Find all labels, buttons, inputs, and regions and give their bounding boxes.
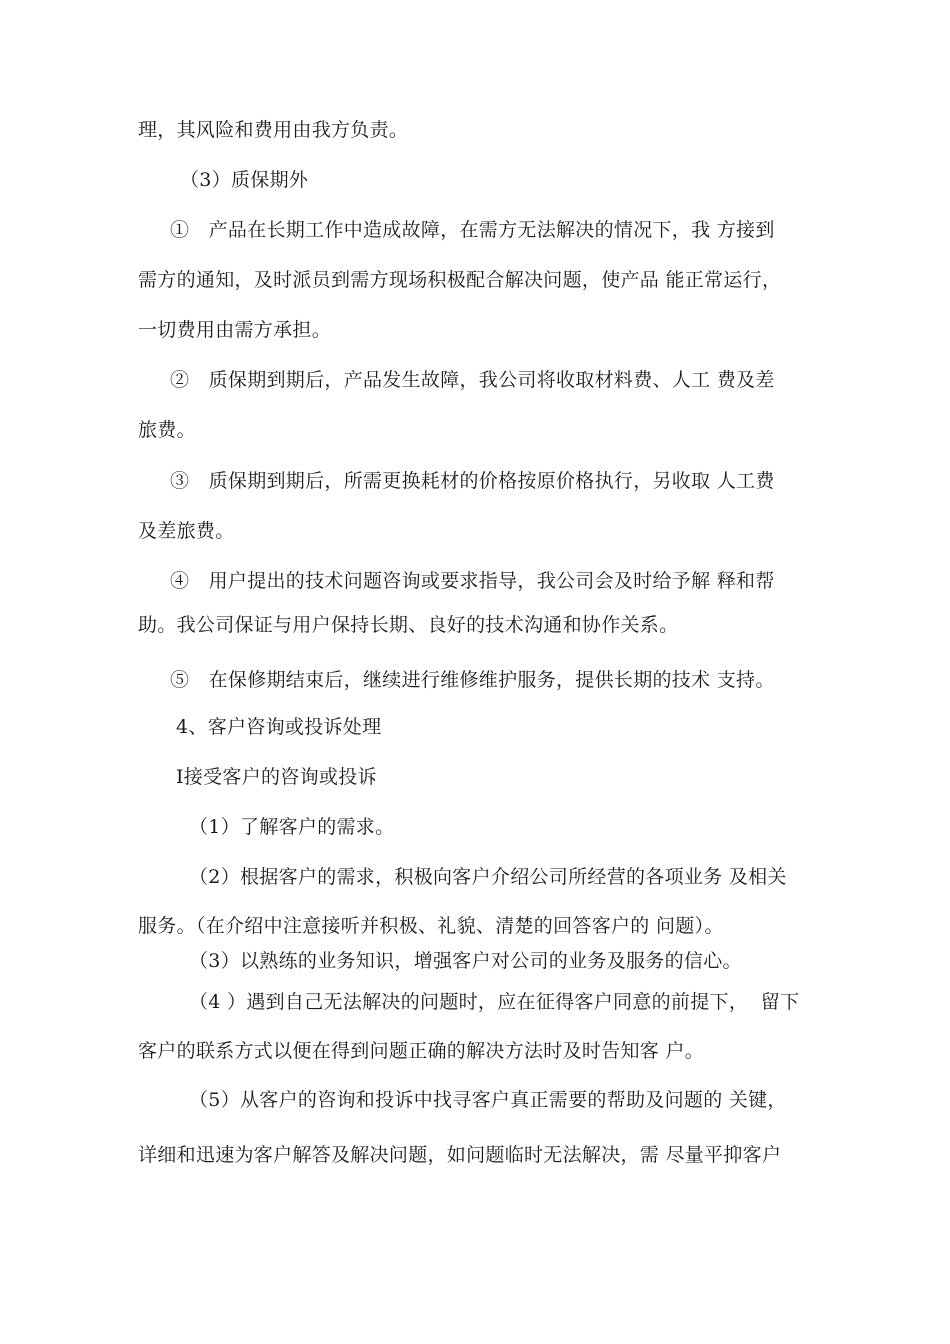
paragraph-line: （5）从客户的咨询和投诉中找寻客户真正需要的帮助及问题的 关键， xyxy=(189,1089,787,1111)
paragraph-line: （3）以熟练的业务知识，增强客户对公司的业务及服务的信心。 xyxy=(189,950,742,972)
paragraph-line: 需方的通知，及时派员到需方现场积极配合解决问题，使产品 能正常运行， xyxy=(138,269,782,291)
paragraph-line: 理，其风险和费用由我方负责。 xyxy=(138,119,409,141)
paragraph-line: ① 产品在长期工作中造成故障，在需方无法解决的情况下，我 方接到 xyxy=(170,219,775,241)
paragraph-line: 旅费。 xyxy=(138,419,196,441)
section-heading: 4、客户咨询或投诉处理 xyxy=(176,716,382,738)
paragraph-line: 助。我公司保证与用户保持长期、良好的技术沟通和协作关系。 xyxy=(138,614,679,636)
paragraph-line: ⑤ 在保修期结束后，继续进行维修维护服务，提供长期的技术 支持。 xyxy=(170,669,775,691)
paragraph-line: ② 质保期到期后，产品发生故障，我公司将收取材料费、人工 费及差 xyxy=(170,369,775,391)
paragraph-line: 详细和迅速为客户解答及解决问题，如问题临时无法解决，需 尽量平抑客户 xyxy=(138,1144,782,1166)
subsection-heading: Ⅰ接受客户的咨询或投诉 xyxy=(176,766,377,788)
section-heading: （3）质保期外 xyxy=(180,169,309,191)
paragraph-line: 一切费用由需方承担。 xyxy=(138,319,332,341)
paragraph-line: 及差旅费。 xyxy=(138,520,235,542)
paragraph-line: 客户的联系方式以便在得到问题正确的解决方法时及时告知客 户。 xyxy=(138,1040,705,1062)
paragraph-line: ④ 用户提出的技术问题咨询或要求指导，我公司会及时给予解 释和帮 xyxy=(170,570,775,592)
paragraph-line: 服务。（在介绍中注意接听并积极、礼貌、清楚的回答客户的 问题）。 xyxy=(138,915,724,937)
paragraph-line: （4 ）遇到自己无法解决的问题时，应在征得客户同意的前提下， 留下 xyxy=(189,991,800,1013)
paragraph-line: （1）了解客户的需求。 xyxy=(189,816,395,838)
paragraph-line: ③ 质保期到期后，所需更换耗材的价格按原价格执行，另收取 人工费 xyxy=(170,470,775,492)
paragraph-line: （2）根据客户的需求，积极向客户介绍公司所经营的各项业务 及相关 xyxy=(189,866,787,888)
